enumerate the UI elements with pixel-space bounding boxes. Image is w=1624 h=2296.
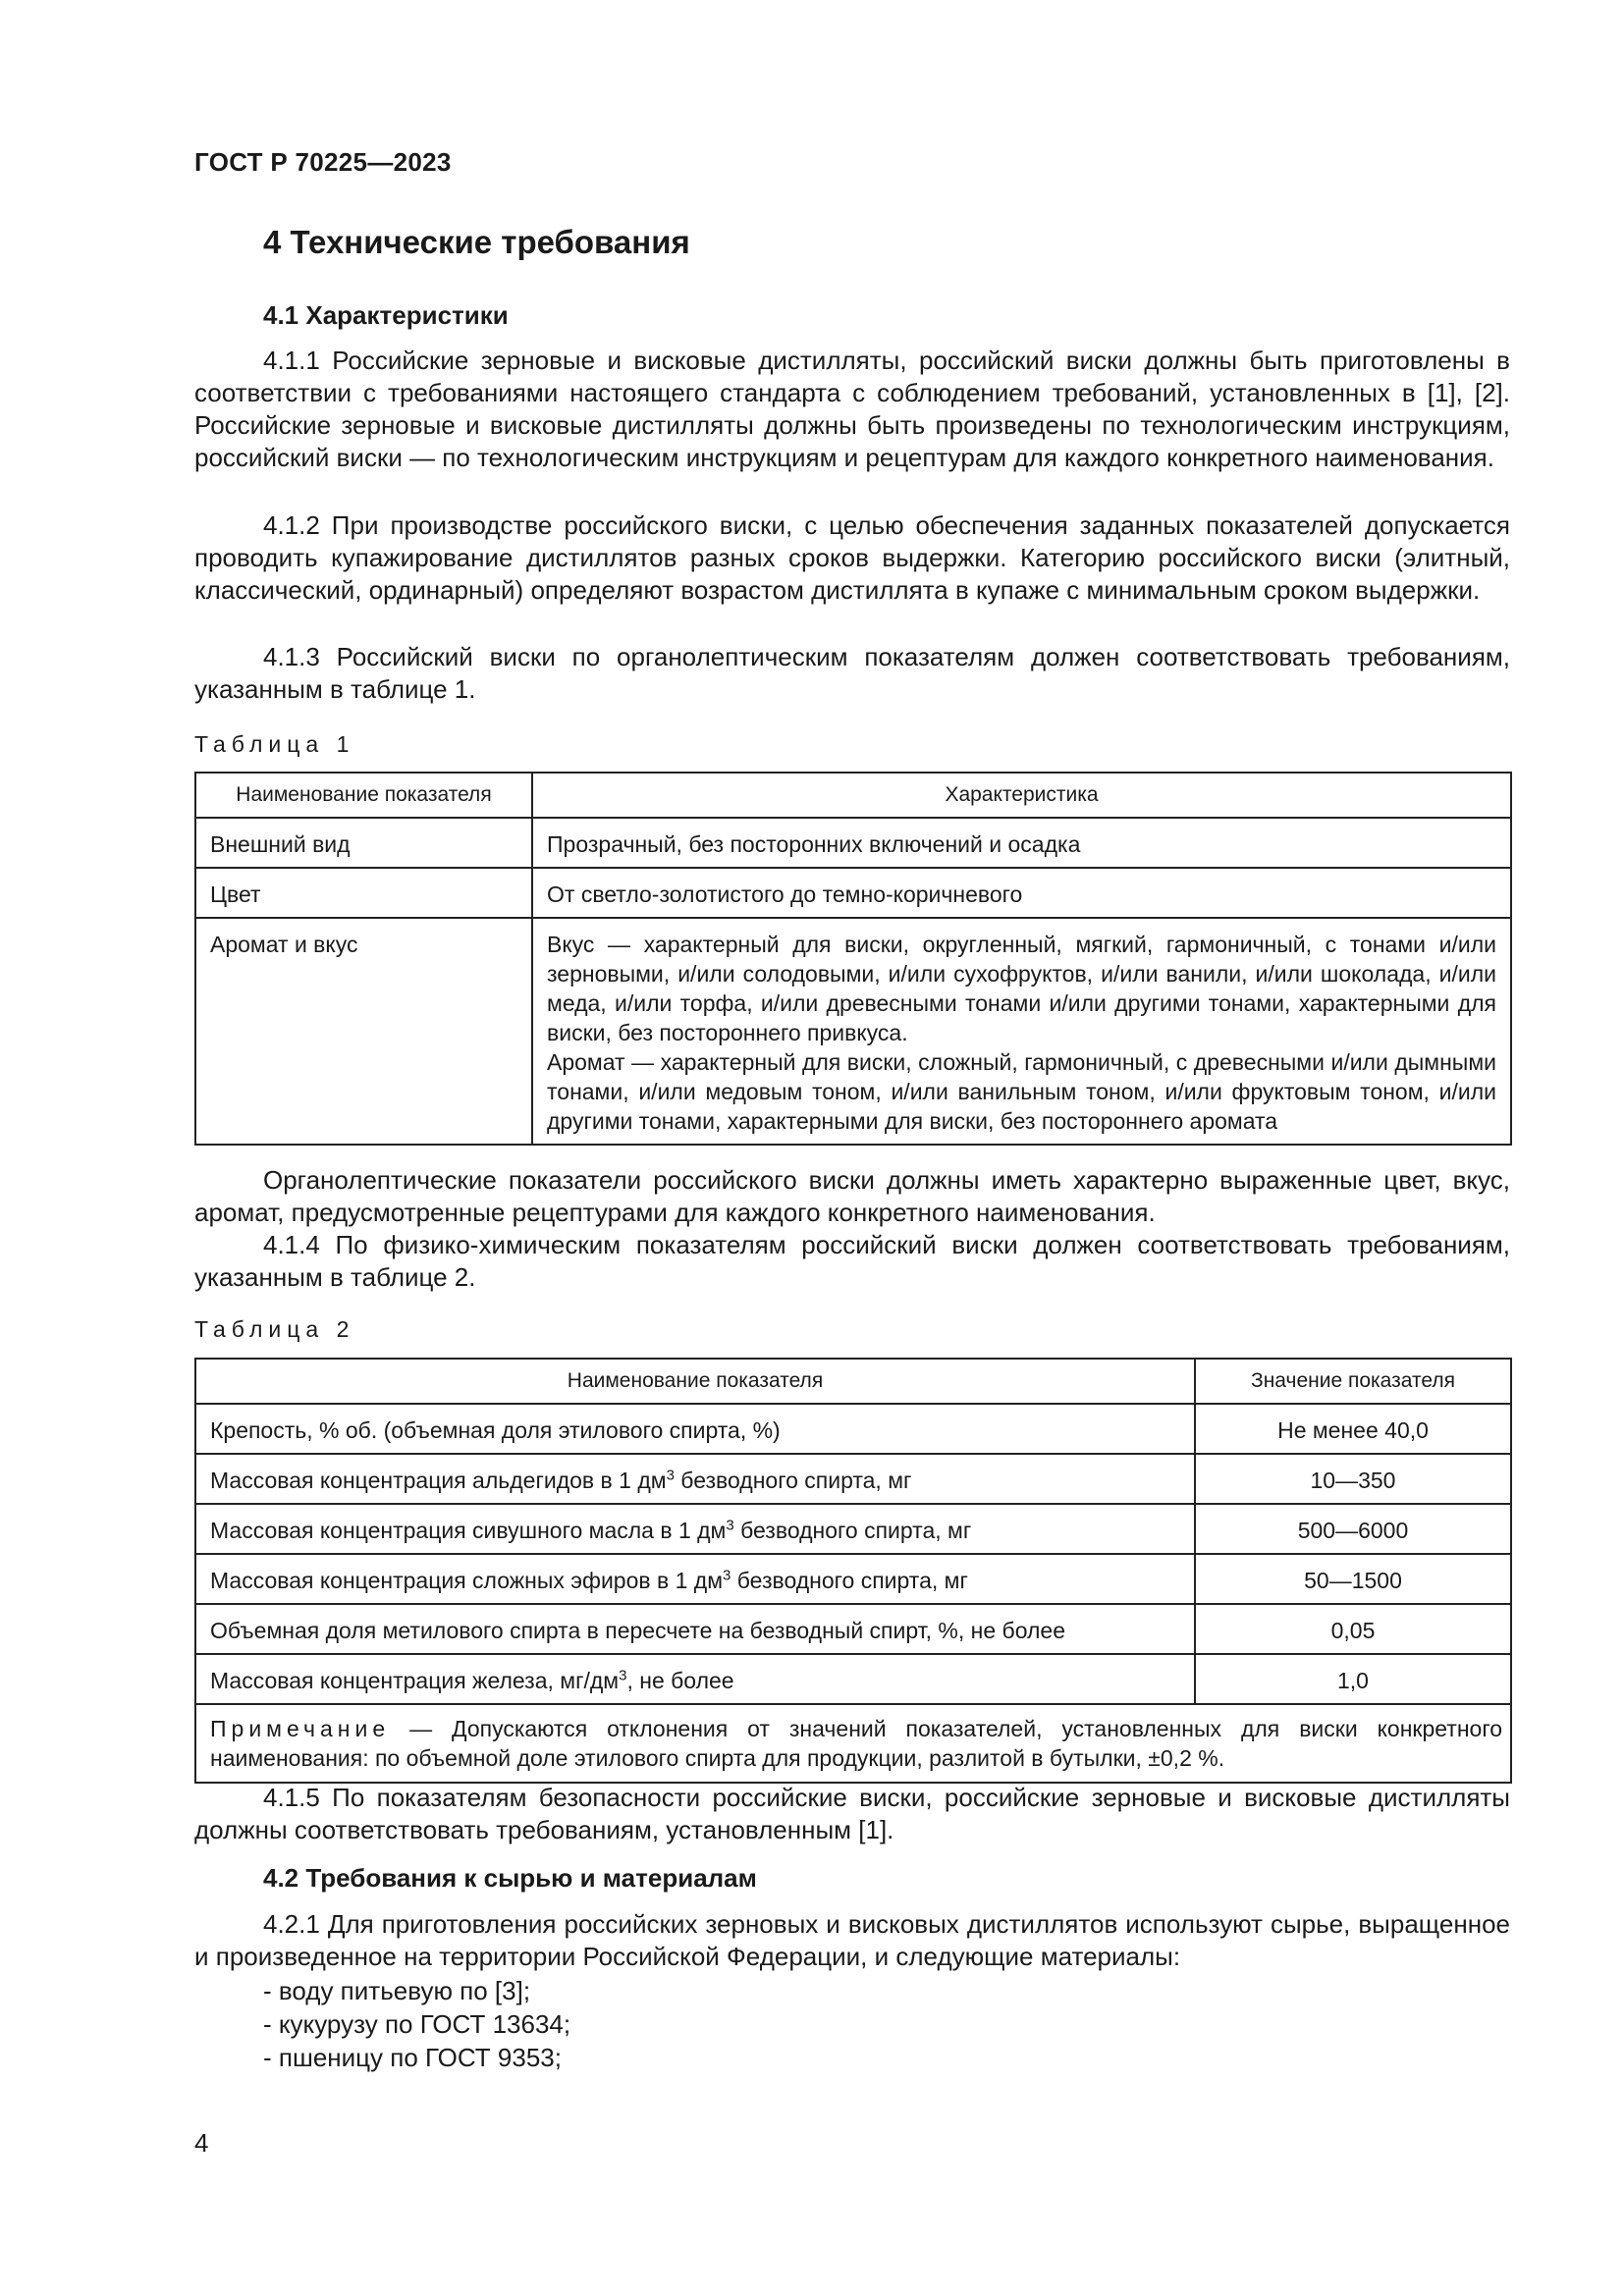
table-cell-value: Не менее 40,0 bbox=[1195, 1404, 1511, 1454]
table-cell-value: От светло-золотистого до темно-коричневого bbox=[532, 868, 1511, 918]
table-row bbox=[195, 1404, 1511, 1454]
table-2-header-name: Наименование показателя bbox=[195, 1359, 1195, 1404]
taste-description: Вкус — характерный для виски, округленный, мягкий, гармоничный, с тонами и/или зерновыми, и/или солодовыми, и/или сухофруктов, и/или ванили, и/или шоколада, и/или меда, и/или торфа, и/или древесными тонами и/или другими тонами, характерными для виски, без постороннего привкуса. bbox=[547, 932, 1496, 1045]
table-cell-name: Массовая концентрация железа, $мг/дм^3$, не более bbox=[195, 1654, 1195, 1704]
table-1 bbox=[194, 772, 1512, 1146]
list-item: - воду питьевую по [3]; bbox=[263, 1976, 531, 2005]
paragraph-4-1-5: 4.1.5 По показателям безопасности российские виски, российские зерновые и висковые дистилляты должны соответствовать требованиям, установленным [1]. bbox=[194, 1783, 1510, 1844]
paragraph-4-1-3: 4.1.3 Российский виски по органолептическим показателям должен соответствовать требованиям, указанным в таблице 1. bbox=[194, 642, 1510, 704]
table-1-header-characteristic: Характеристика bbox=[532, 773, 1511, 818]
table-2-header-row bbox=[195, 1359, 1511, 1404]
table-cell-name: Объемная доля метилового спирта в пересчете на безводный спирт, %, не более bbox=[195, 1604, 1195, 1654]
paragraph-4-1-2: 4.1.2 При производстве российского виски, с целью обеспечения заданных показателей допускается проводить купажирование дистиллятов разных сроков выдержки. Категорию российского виски (элитный, классический, ординарный) определяют возрастом дистиллята в купаже с минимальным сроком выдержки. bbox=[194, 510, 1510, 605]
note-text: — Допускаются отклонения от значений показателей, установленных для виски конкретного наименования: по объемной доле этилового спирта для продукции, разлитой в бутылки, ±0,2 %. bbox=[210, 1716, 1502, 1771]
table-cell-value bbox=[532, 918, 1511, 1145]
table-cell-value: 500—6000 bbox=[1195, 1504, 1511, 1554]
table-2 bbox=[194, 1358, 1512, 1784]
table-cell-value: 1,0 bbox=[1195, 1654, 1511, 1704]
paragraph-4-1-1: 4.1.1 Российские зерновые и висковые дистилляты, российский виски должны быть приготовлены в соответствии с требованиями настоящего стандарта с соблюдением требований, установленных в [1], [2]. Российские зерновые и висковые дистилляты должны быть произведены по технологическим инструкциям, российский виски — по технологическим инструкциям и рецептурам для каждого конкретного наименования. bbox=[194, 346, 1510, 472]
table-1-label: Таблица 1 bbox=[194, 731, 355, 757]
table-cell-name: Крепость, % об. (объемная доля этилового спирта, %) bbox=[195, 1404, 1195, 1454]
aroma-description: Аромат — характерный для виски, сложный, гармоничный, с древесными и/или дымными тонами, и/или медовым тоном, и/или ванильным тоном, и/или фруктовым тоном, и/или другими тонами, характерными для виски, без постороннего аромата bbox=[547, 1049, 1496, 1134]
table-row bbox=[195, 868, 1511, 918]
subsection-4-2-title: 4.2 Требования к сырью и материалам bbox=[263, 1863, 757, 1893]
materials-list bbox=[263, 1974, 570, 2074]
table-row bbox=[195, 1454, 1511, 1504]
note-label: Примечание bbox=[210, 1716, 391, 1741]
table-cell-value: Прозрачный, без посторонних включений и осадка bbox=[532, 818, 1511, 868]
table-cell-name: Массовая концентрация альдегидов в 1 $дм^3$ безводного спирта, мг bbox=[195, 1454, 1195, 1504]
table-2-header-value: Значение показателя bbox=[1195, 1359, 1511, 1404]
section-title: 4 Технические требования bbox=[263, 224, 690, 260]
table-cell-name: Массовая концентрация сложных эфиров в 1 $дм^3$ безводного спирта, мг bbox=[195, 1554, 1195, 1604]
table-cell-value: 50—1500 bbox=[1195, 1554, 1511, 1604]
standard-header: ГОСТ Р 70225—2023 bbox=[194, 147, 452, 177]
table-row bbox=[195, 918, 1511, 1145]
table-cell-value: 10—350 bbox=[1195, 1454, 1511, 1504]
table-cell-name: Массовая концентрация сивушного масла в 1 $дм^3$ безводного спирта, мг bbox=[195, 1504, 1195, 1554]
table-row bbox=[195, 1554, 1511, 1604]
table-row bbox=[195, 1504, 1511, 1554]
subsection-4-1-title: 4.1 Характеристики bbox=[263, 300, 509, 330]
paragraph-organoleptic: Органолептические показатели российского виски должны иметь характерно выраженные цвет, вкус, аромат, предусмотренные рецептурами для каждого конкретного наименования. bbox=[194, 1165, 1510, 1227]
paragraph-4-1-4: 4.1.4 По физико-химическим показателям российский виски должен соответствовать требованиям, указанным в таблице 2. bbox=[194, 1230, 1510, 1292]
page-number: 4 bbox=[194, 2128, 209, 2158]
table-1-header-row bbox=[195, 773, 1511, 818]
paragraph-4-2-1: 4.2.1 Для приготовления российских зерновых и висковых дистиллятов используют сырье, выращенное и произведенное на территории Российской Федерации, и следующие материалы: bbox=[194, 1909, 1510, 1971]
table-2-note bbox=[195, 1704, 1511, 1783]
table-cell-name: Цвет bbox=[195, 868, 532, 918]
table-cell-name: Внешний вид bbox=[195, 818, 532, 868]
table-cell-value: 0,05 bbox=[1195, 1604, 1511, 1654]
table-row bbox=[195, 1654, 1511, 1704]
table-2-label: Таблица 2 bbox=[194, 1316, 355, 1342]
table-1-header-name: Наименование показателя bbox=[195, 773, 532, 818]
table-note-row bbox=[195, 1704, 1511, 1783]
list-item: - кукурузу по ГОСТ 13634; bbox=[263, 2009, 571, 2039]
table-cell-name: Аромат и вкус bbox=[195, 918, 532, 1145]
table-row bbox=[195, 1604, 1511, 1654]
list-item: - пшеницу по ГОСТ 9353; bbox=[263, 2043, 562, 2072]
table-row bbox=[195, 818, 1511, 868]
